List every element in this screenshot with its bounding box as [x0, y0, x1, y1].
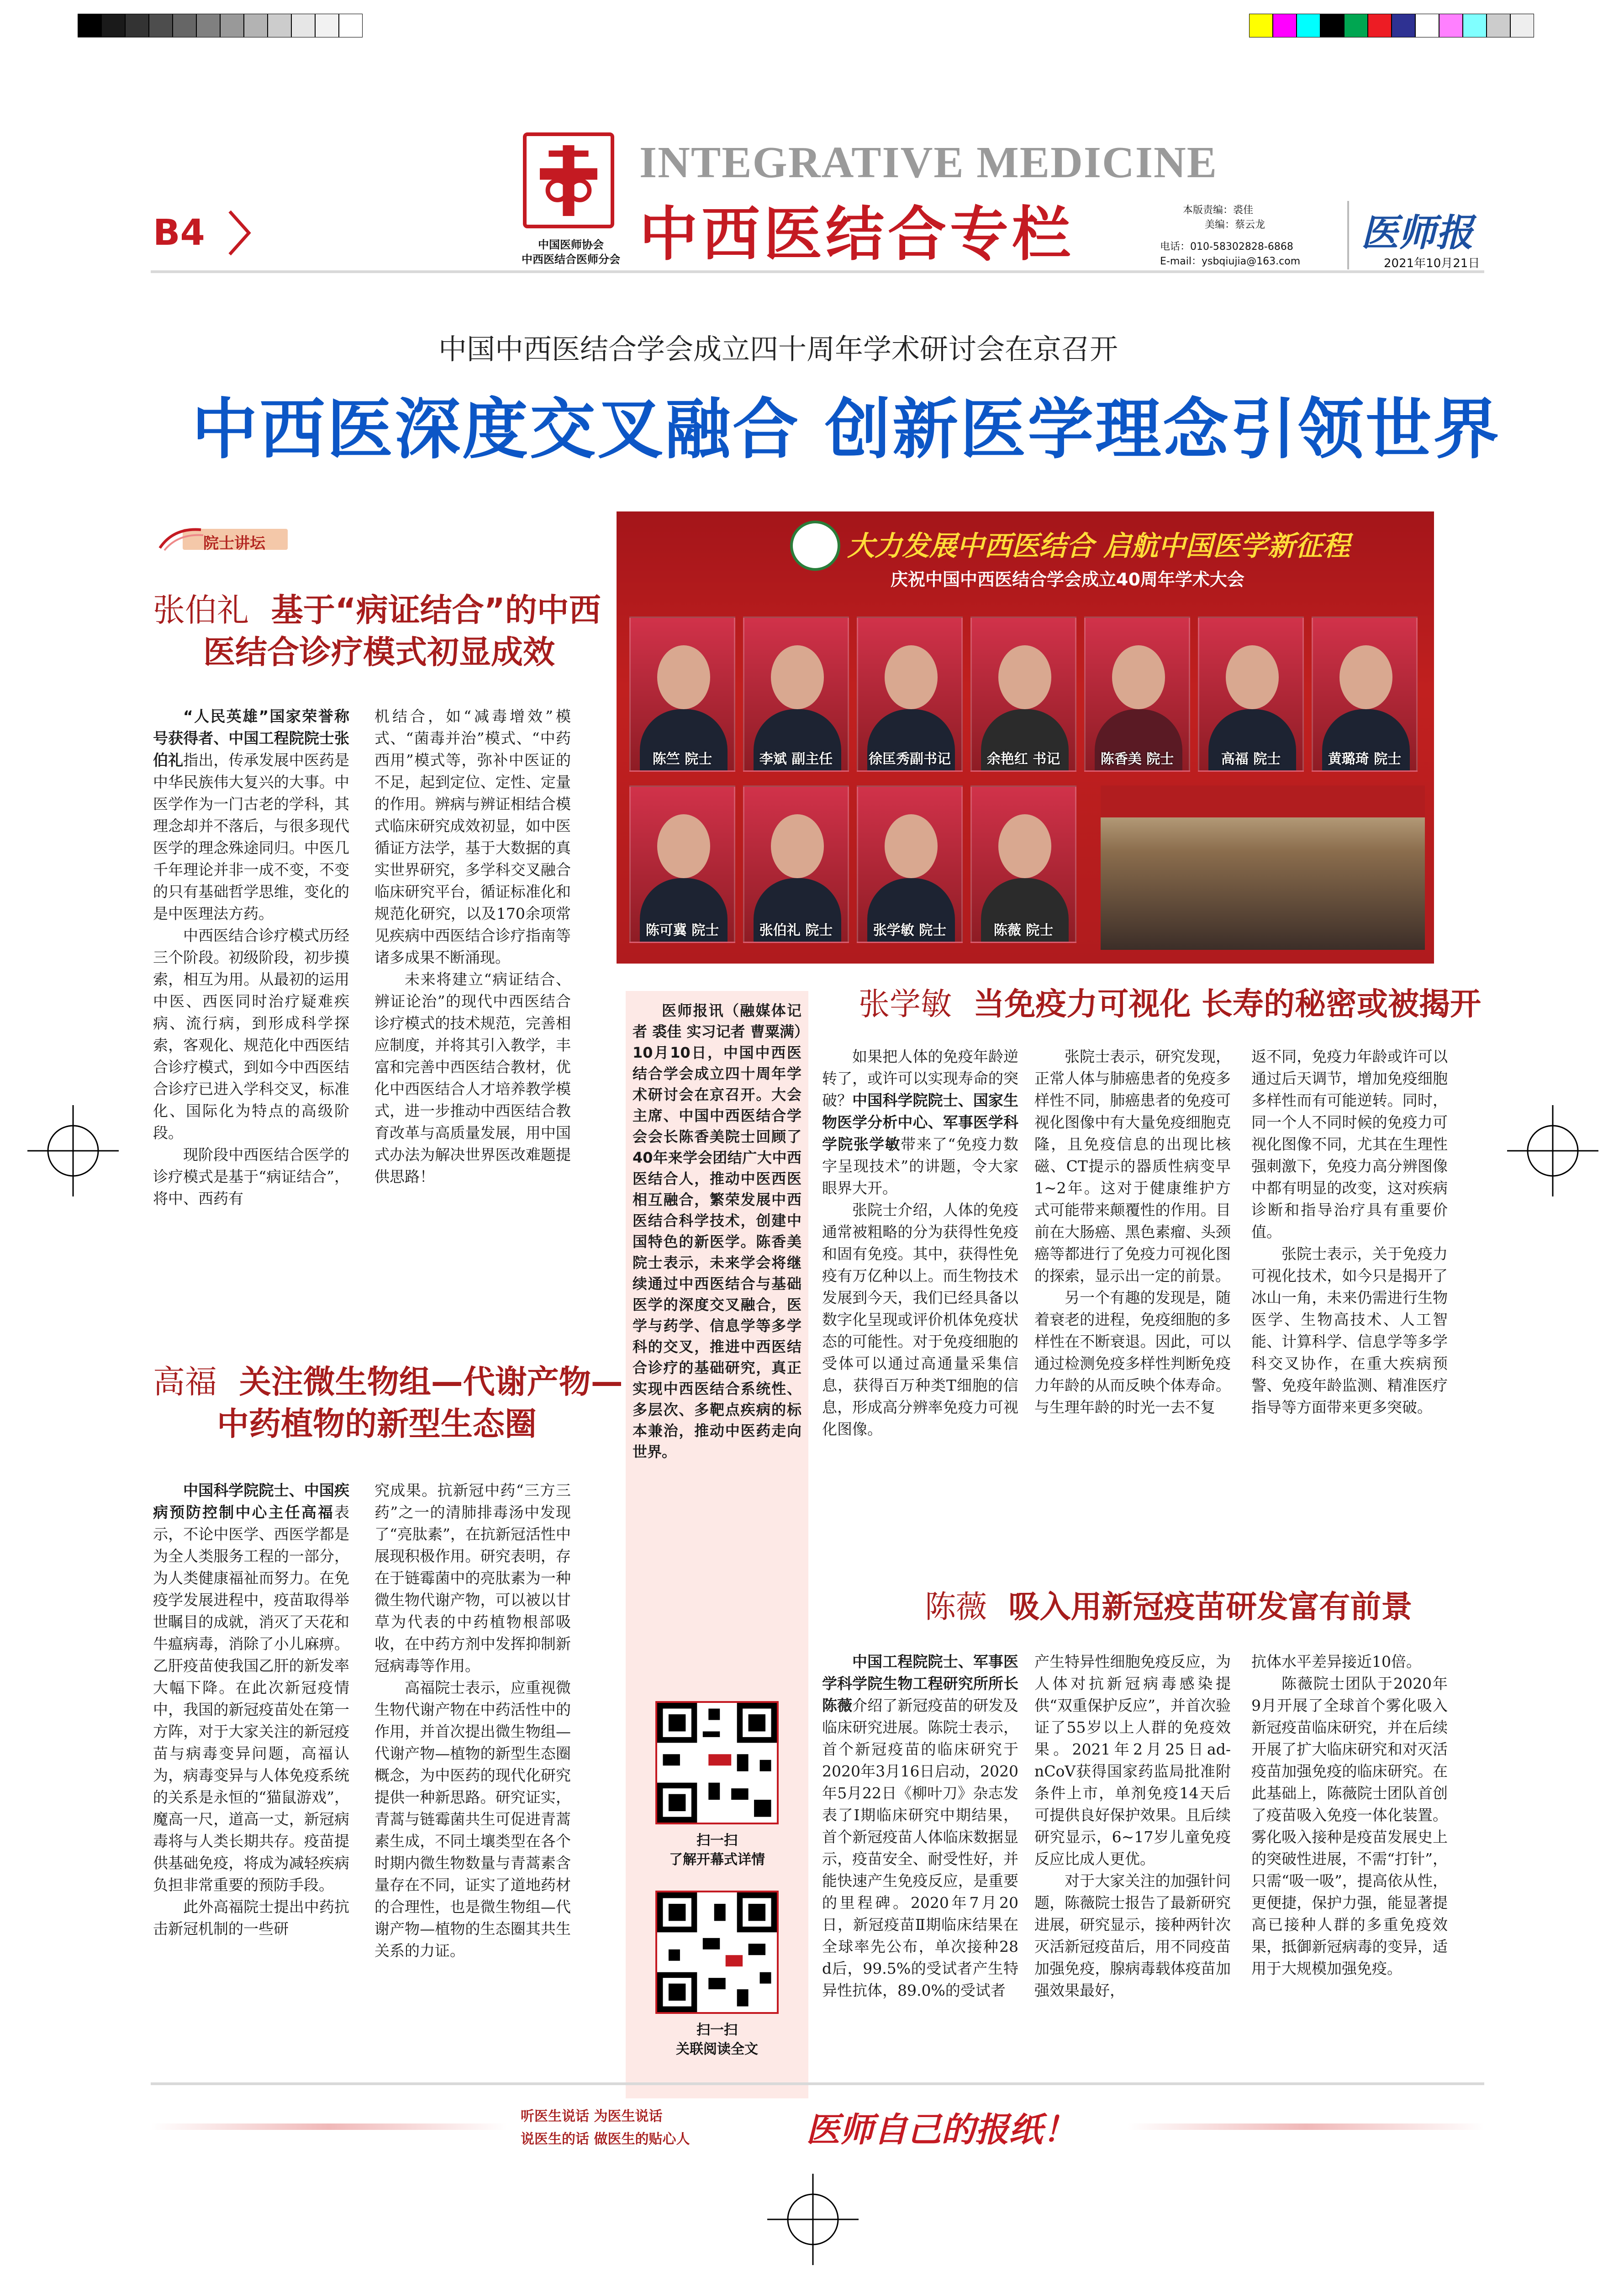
- header-divider: [1347, 201, 1349, 269]
- conference-hall-photo: [1101, 785, 1425, 950]
- footer-tagline: 医师自己的报纸！: [806, 2110, 1076, 2150]
- registration-mark-bottom: [767, 2174, 859, 2265]
- portrait: 陈香美 院士: [1084, 616, 1190, 772]
- footer-decoration-right: [1128, 2123, 1484, 2130]
- qr-caption-ceremony: 扫一扫 了解开幕式详情: [669, 1833, 765, 1868]
- article4-column2: 产生特异性细胞免疫反应，为人体对抗新冠病毒感染提供“双重保护反应”，并首次验证了55岁以上人群的免疫效果。2021年2月25日ad-nCoV获得国家药监局批准附条件上市，单剂免疫14天后可提供良好保护效果。且后续研究显示，6~17岁儿童免疫反应比成人更优。 对于大家关注的加强针问题，陈薇院士报告了最新研究进展，研究显示，接种两针次灭活新冠疫苗后，用不同疫苗加强免疫，腺病毒载体疫苗加强效果最好，: [1034, 1653, 1231, 1999]
- header-rule: [151, 270, 1484, 273]
- registration-mark-left: [27, 1105, 119, 1196]
- article3-column1: 如果把人体的免疫年龄逆转了，或许可以实现寿命的突破？中国科学院院士、国家生物医学分析中心、军事医学科学院张学敏带来了“免疫力数字呈现技术”的讲题，令大家眼界大开。 张院士介绍，人体的免疫通常被粗略的分为获得性免疫和固有免疫。其中，获得性免疫有万亿种以上。而生物技术发展到今天，我们已经具备以数字化呈现或评价机体免疫状态的可能性。对于免疫细胞的受体可以通过高通量采集信息，获得百万种类T细胞的信息，形成高分辨率免疫力可视化图像。: [822, 1048, 1019, 1438]
- portrait: 陈竺 院士: [629, 616, 735, 772]
- banner-subtitle: 庆祝中国中西医结合学会成立40周年学术大会: [891, 569, 1244, 590]
- article2-column2: 究成果。抗新冠中药“三方三药”之一的清肺排毒汤中发现了“亮肽素”，在抗新冠活性中展现积极作用。研究表明，存在于链霉菌中的亮肽素为一种微生物代谢产物，可以被以甘草为代表的中药植物根部吸收，在中药方剂中发挥抑制新冠病毒等作用。 高福院士表示，应重视微生物代谢产物在中药活性中的作用，并首次提出微生物组—代谢产物—植物的新型生态圈概念，为中医药的现代化研究提供一种新思路。研究证实，青蒿与链霉菌共生可促进青蒿素生成，不同土壤类型在各个时期内微生物数量与青蒿素含量存在不同，证实了道地药材的合理性，也是微生物组—代谢产物—植物的生态圈其共生关系的力证。: [374, 1481, 571, 1960]
- banner-slogan: 大力发展中西医结合 启航中国医学新征程: [847, 530, 1350, 562]
- article1-column1: “人民英雄”国家荣誉称号获得者、中国工程院院士张伯礼指出，传承发展中医药是中华民族伟大复兴的大事。中医学作为一门古老的学科，其理念却并不落后，与很多现代医学的理念殊途同归。中医几千年理论并非一成不变，不变的只有基础哲学思维，变化的是中医理法方药。 中西医结合诊疗模式历经三个阶段。初级阶段，初步摸索，相互为用。从最初的运用中医、西医同时治疗疑难疾病、流行病，到形成科学探索，客观化、规范化中西医结合诊疗模式，到如今中西医结合诊疗已进入学科交叉，标准化、国际化为特点的高级阶段。 现阶段中西医结合医学的诊疗模式是基于“病证结合”，将中、西药有: [153, 707, 350, 1207]
- article4-title: 陈薇 吸入用新冠疫苗研发富有前景: [925, 1589, 1413, 1625]
- article2-title: 高福 关注微生物组—代谢产物— 中药植物的新型生态圈: [153, 1363, 623, 1443]
- article3-column3: 返不同，免疫力年龄或许可以通过后天调节，增加免疫细胞多样性而有可能逆转。同时，同一个人不同时候的免疫力可视化图像不同，尤其在生理性强刺激下，免疫力高分辨图像中都有明显的改变，这对疾病诊断和指导治疗具有重要价值。 张院士表示，关于免疫力可视化技术，如今只是揭开了冰山一角，未来仍需进行生物医学、生物高技术、人工智能、计算科学、信息学等多学科交叉协作，在重大疾病预警、免疫年龄监测、精准医疗指导等方面带来更多突破。: [1251, 1048, 1448, 1416]
- contact-info: 电话：010-58302828-6868 E-mail：ysbqiujia@163.com: [1160, 241, 1301, 267]
- portrait: 高福 院士: [1198, 616, 1304, 772]
- page-number: B4: [153, 212, 205, 253]
- article2-author: 高福: [153, 1363, 217, 1401]
- registration-mark-right: [1507, 1105, 1598, 1196]
- article4-column3: 抗体水平差异接近10倍。 陈薇院士团队于2020年9月开展了全球首个雾化吸入新冠疫苗临床研究，并在后续开展了扩大临床研究和对灭活疫苗加强免疫的临床研究。在此基础上，陈薇院士团队首创了疫苗吸入免疫一体化装置。雾化吸入接种是疫苗发展史上的突破性进展，不需“打针”，只需“吸一吸”，提高依从性，更便捷，保护力强，能显著提高已接种人群的多重免疫效果，抵御新冠病毒的变异，适用于大规模加强免疫。: [1251, 1653, 1448, 1977]
- color-calibration-strip: [1249, 14, 1534, 37]
- article3-column2: 张院士表示，研究发现，正常人体与肺癌患者的免疫多样性不同，肺癌患者的免疫可视化图像中有大量免疫细胞克隆，且免疫信息的出现比核磁、CT提示的器质性病变早1~2年。这对于健康维护方式可能带来颠覆性的作用。目前在大肠癌、黑色素瘤、头颈癌等都进行了免疫力可视化图的探索，显示出一定的前景。 另一个有趣的发现是，随着衰老的进程，免疫细胞的多样性在不断衰退。因此，可以通过检测免疫多样性判断免疫力年龄的从而反映个体寿命。与生理年龄的时光一去不复: [1034, 1048, 1231, 1416]
- article4-column1: 中国工程院院士、军事医学科学院生物工程研究所所长陈薇介绍了新冠疫苗的研发及临床研究进展。陈院士表示，首个新冠疫苗的临床研究于2020年3月16日启动，2020年5月22日《柳叶刀》杂志发表了Ⅰ期临床研究中期结果，首个新冠疫苗人体临床数据显示，疫苗安全、耐受性好，并能快速产生免疫反应，是重要的里程碑。2020年7月20日，新冠疫苗Ⅱ期临床结果在全球率先公布，单次接种28 d后，99.5%的受试者产生特异性抗体，89.0%的受试者: [822, 1653, 1019, 1999]
- editor-credits: 本版责编：裘佳 美编：蔡云龙: [1183, 205, 1265, 231]
- article1-author: 张伯礼: [153, 591, 249, 629]
- portrait: 余艳红 书记: [970, 616, 1076, 772]
- portrait: 徐匡秀副书记: [857, 616, 963, 772]
- portrait: 黄璐琦 院士: [1312, 616, 1418, 772]
- portrait: 张伯礼 院士: [743, 785, 849, 943]
- swoosh-icon: [155, 525, 206, 553]
- article4-author: 陈薇: [925, 1589, 987, 1625]
- footer-decoration-left: [151, 2123, 507, 2130]
- qr-code-icon[interactable]: [655, 1891, 779, 2014]
- headline-kicker: 中国中西医结合学会成立四十周年学术研讨会在京召开: [438, 332, 1118, 366]
- footer-slogan: 听医生说话 为医生说话 说医生的话 做医生的贴心人: [521, 2108, 690, 2147]
- portrait: 陈可冀 院士: [629, 785, 735, 943]
- grayscale-calibration-strip: [78, 14, 363, 37]
- event-photo-collage: [617, 511, 1434, 964]
- article1-column2: 机结合，如“减毒增效”模式、“菌毒并治”模式、“中药西用”模式等，弥补中医证的不足，起到定位、定性、定量的作用。辨病与辨证相结合模式临床研究成效初显，如中医循证方法学，基于大数据的真实世界研究，多学科交叉融合临床研究平台，循证标准化和规范化研究，以及170余项常见疾病中西医结合诊疗指南等诸多成果不断涌现。 未来将建立“病证结合、辨证论治”的现代中西医结合诊疗模式的技术规范，完善相应制度，并将其引入教学，丰富和完善中西医结合教材，优化中西医结合人才培养教学模式，进一步推动中西医结合教育改革与高质量发展，用中国式办法为解决世界医改难题提供思路！: [374, 707, 571, 1186]
- qr-caption-fulltext: 扫一扫 关联阅读全文: [676, 2022, 758, 2057]
- chinese-column-title: 中西医结合专栏: [639, 200, 1075, 269]
- portrait: 陈薇 院士: [970, 785, 1076, 943]
- portrait: 张学敏 院士: [857, 785, 963, 943]
- chevron-right-icon: [226, 208, 253, 258]
- newspaper-name: 医师报: [1361, 211, 1473, 255]
- qr-code-icon[interactable]: [655, 1701, 779, 1824]
- article3-author: 张学敏: [859, 986, 952, 1022]
- cims-logo-icon: [790, 521, 840, 571]
- article1-title: 张伯礼 基于“病证结合”的中西 医结合诊疗模式初显成效: [153, 591, 601, 671]
- association-logo: [523, 132, 614, 228]
- article2-column1: 中国科学院院士、中国疾病预防控制中心主任高福表示，不论中医学、西医学都是为全人类服务工程的一部分，为人类健康福祉而努力。在免疫学发展进程中，疫苗取得举世瞩目的成就，消灭了天花和牛瘟病毒，消除了小儿麻痹。乙肝疫苗使我国乙肝的新发率大幅下降。在此次新冠疫情中，我国的新冠疫苗处在第一方阵，对于大家关注的新冠疫苗与病毒变异问题，高福认为，病毒变异与人体免疫系统的关系是永恒的“猫鼠游戏”，魔高一尺，道高一丈，新冠病毒将与人类长期共存。疫苗提供基础免疫，将成为减轻疾病负担非常重要的预防手段。 此外高福院士提出中药抗击新冠机制的一些研: [153, 1481, 349, 1938]
- english-column-title: INTEGRATIVE MEDICINE: [639, 138, 1218, 187]
- article3-title: 张学敏 当免疫力可视化 长寿的秘密或被揭开: [859, 986, 1482, 1022]
- publication-date: 2021年10月21日: [1384, 257, 1480, 270]
- column-tag: 院士讲坛: [155, 525, 288, 553]
- portrait: 李斌 副主任: [743, 616, 849, 772]
- main-headline: 中西医深度交叉融合 创新医学理念引领世界: [192, 391, 1501, 468]
- news-brief-text: 医师报讯（融媒体记者 裘佳 实习记者 曹粟满）10月10日，中国中西医结合学会成立四十周年学术研讨会在京召开。大会主席、中国中西医结合学会会长陈香美院士回顾了40年来学会团结广大中西医结合人，推动中医西医相互融合，繁荣发展中西医结合科学技术，创建中国特色的新医学。陈香美院士表示，未来学会将继续通过中西医结合与基础医学的深度交叉融合，医学与药学、信息学等多学科的交叉，推进中西医结合诊疗的基础研究，真正实现中西医结合系统性、多层次、多靶点疾病的标本兼治，推动中医药走向世界。: [633, 1002, 801, 1460]
- association-name: 中国医师协会 中西医结合医师分会: [522, 238, 620, 266]
- footer-rule: [151, 2082, 1484, 2085]
